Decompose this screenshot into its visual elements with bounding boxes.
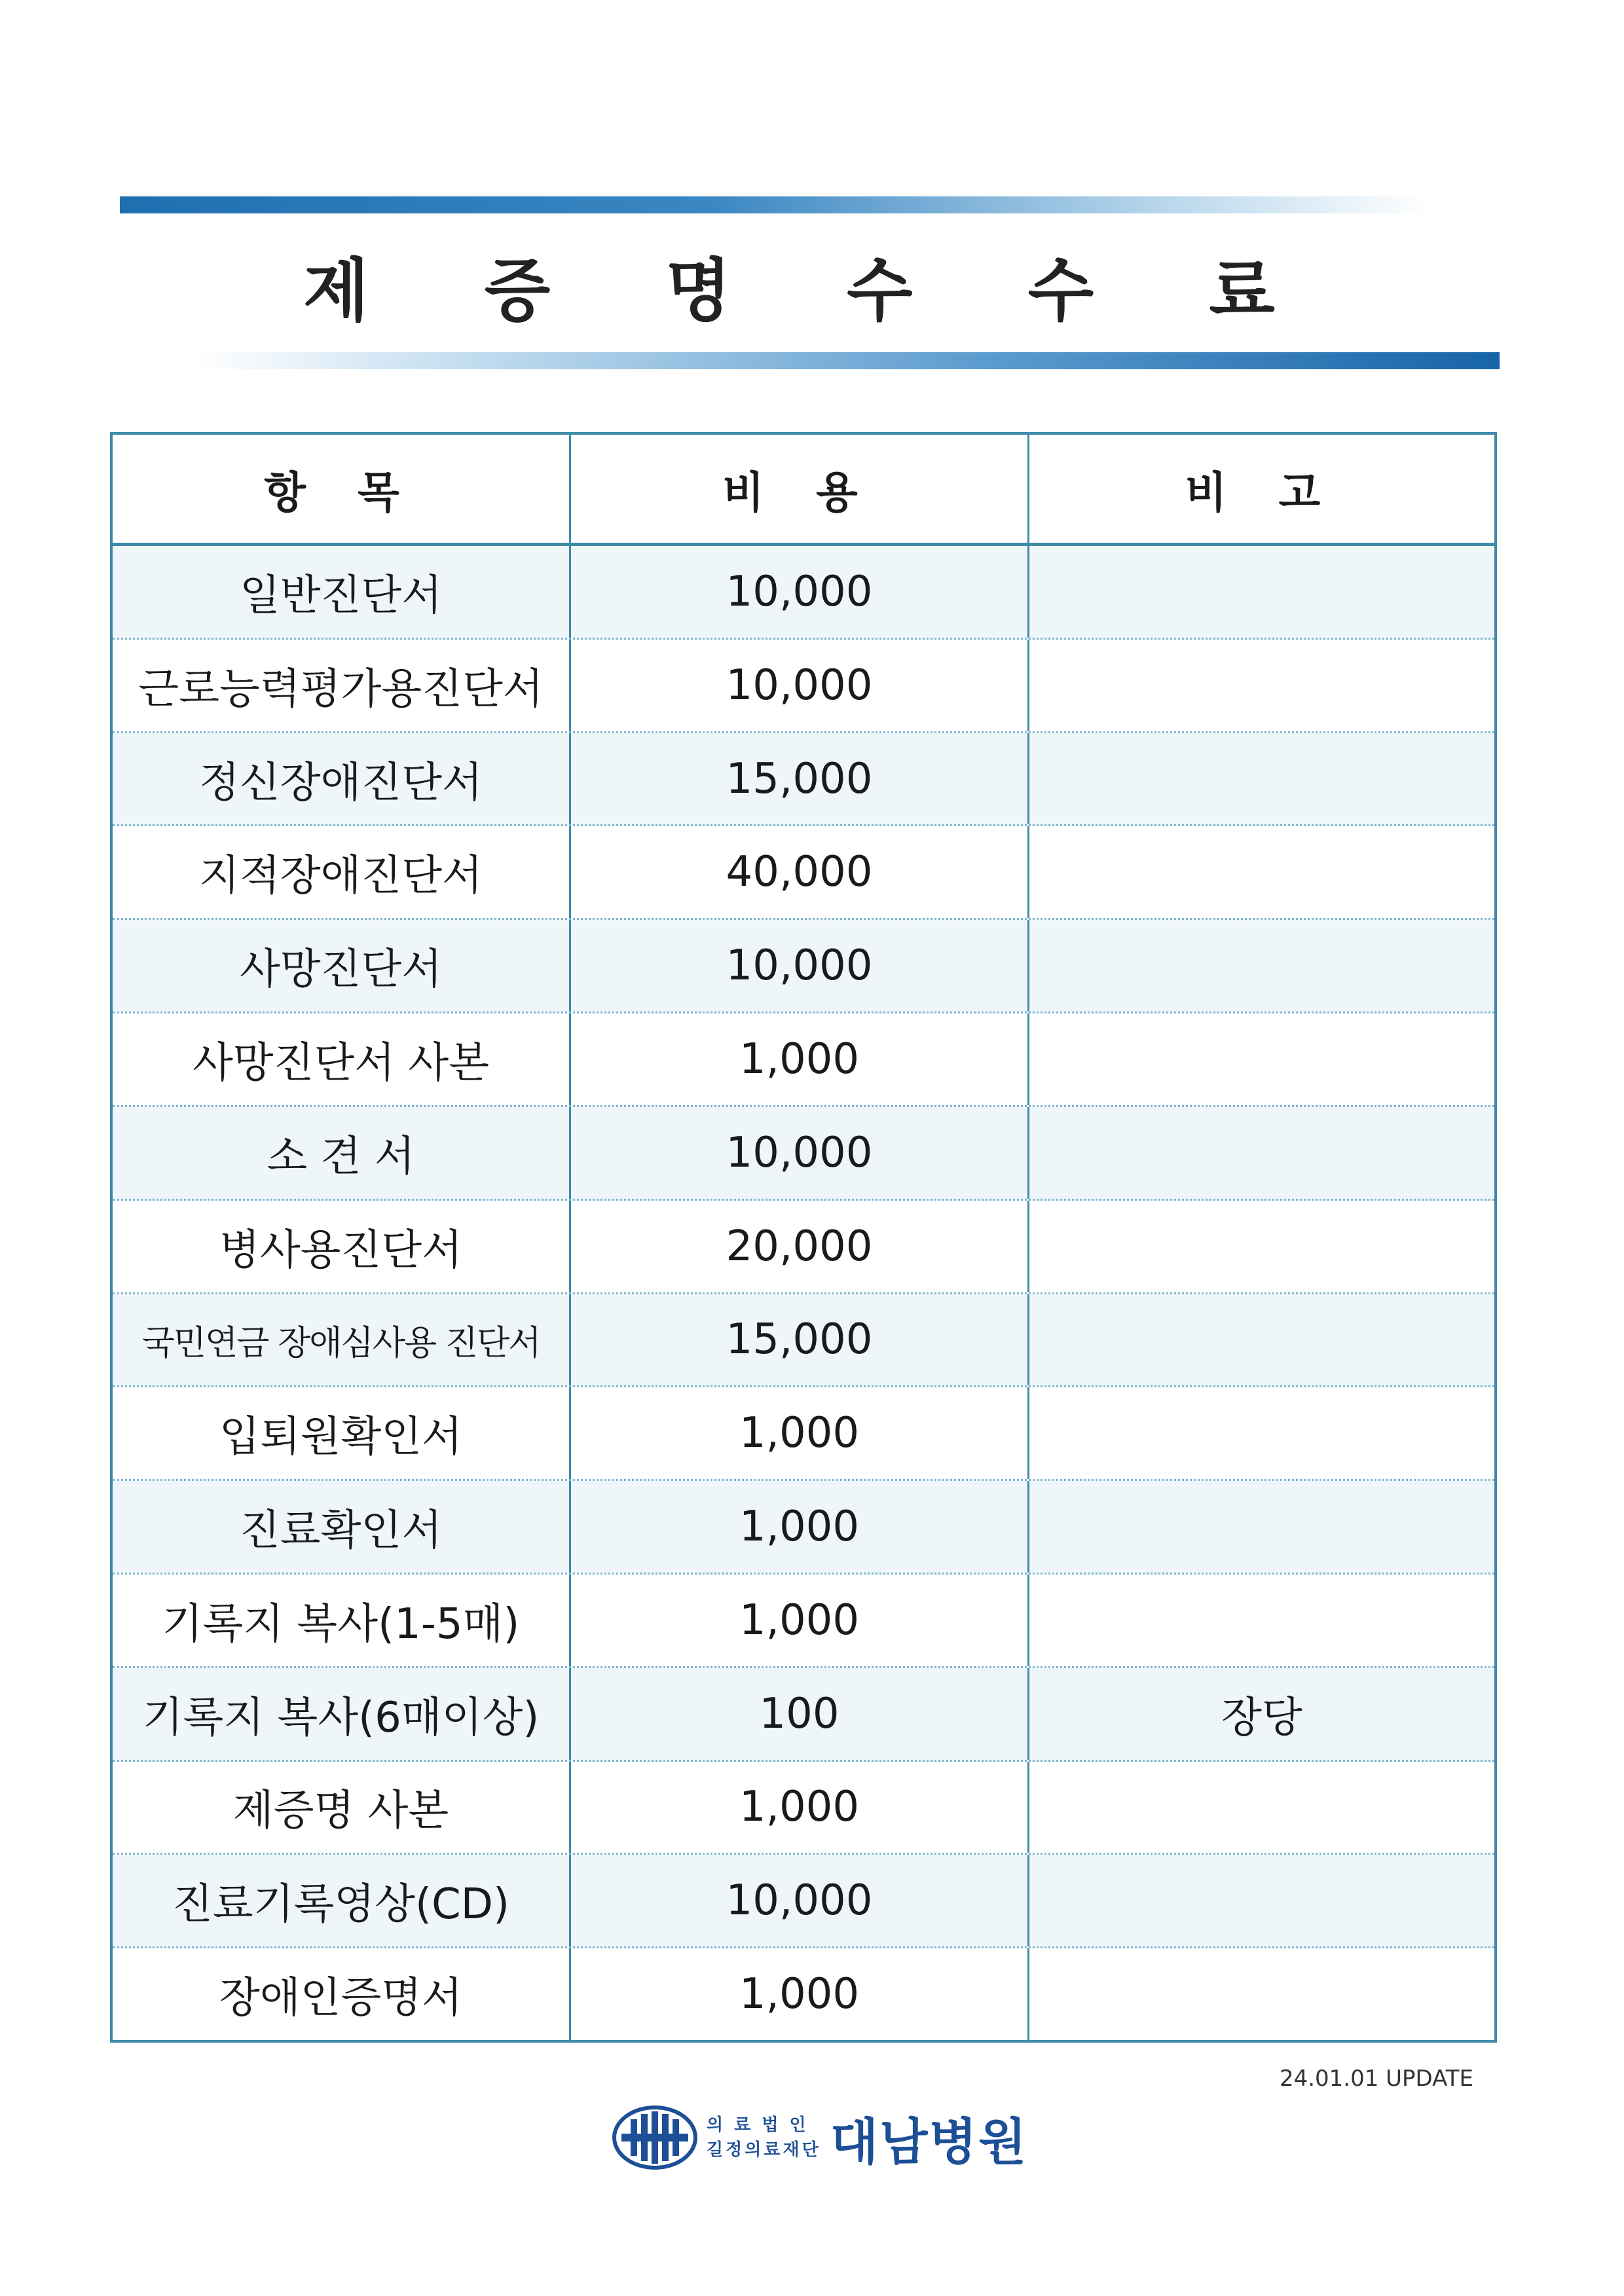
cost-cell: 1,000 xyxy=(571,1948,1029,2040)
note-cell xyxy=(1029,1575,1494,1666)
note-cell xyxy=(1029,1481,1494,1573)
cost-cell: 1,000 xyxy=(571,1575,1029,1666)
cost-cell: 40,000 xyxy=(571,826,1029,918)
item-cell: 근로능력평가용진단서 xyxy=(113,640,571,731)
note-cell xyxy=(1029,733,1494,825)
logo-subtitle-top: 의 료 법 인 xyxy=(707,2115,809,2135)
item-cell: 정신장애진단서 xyxy=(113,733,571,825)
header-note: 비 고 xyxy=(1185,467,1339,518)
note-cell xyxy=(1029,1762,1494,1853)
table-row xyxy=(113,826,1494,920)
note-cell xyxy=(1029,1107,1494,1199)
item-cell: 병사용진단서 xyxy=(113,1201,571,1292)
table-row xyxy=(113,1387,1494,1481)
header-cost: 비 용 xyxy=(571,435,1029,543)
note-cell xyxy=(1029,1201,1494,1292)
note-cell xyxy=(1029,1948,1494,2040)
note-cell xyxy=(1029,1294,1494,1386)
note-cell xyxy=(1029,1387,1494,1479)
table-row xyxy=(113,1201,1494,1294)
header-item: 항 목 xyxy=(113,435,571,543)
table-header-row xyxy=(113,435,1494,546)
table-row xyxy=(113,1948,1494,2040)
note-cell: 장당 xyxy=(1221,1693,1302,1742)
note-cell xyxy=(1029,546,1494,638)
item-cell: 사망진단서 xyxy=(113,920,571,1011)
item-cell: 일반진단서 xyxy=(113,546,571,638)
note-cell xyxy=(1029,920,1494,1011)
hospital-building-logo-icon xyxy=(612,2105,697,2170)
table-row xyxy=(113,1294,1494,1388)
item-cell: 제증명 사본 xyxy=(113,1762,571,1853)
cost-cell: 15,000 xyxy=(571,733,1029,825)
note-cell xyxy=(1029,1013,1494,1105)
item-cell: 사망진단서 사본 xyxy=(113,1013,571,1105)
item-cell: 소 견 서 xyxy=(113,1107,571,1199)
note-cell xyxy=(1029,1855,1494,1946)
fee-table xyxy=(110,432,1497,2043)
header-gradient-bar-top xyxy=(120,196,1430,213)
item-cell: 지적장애진단서 xyxy=(113,826,571,918)
cost-cell: 100 xyxy=(571,1668,1029,1760)
cost-cell: 10,000 xyxy=(571,640,1029,731)
item-cell: 기록지 복사(1-5매) xyxy=(113,1575,571,1666)
table-body xyxy=(113,546,1494,2040)
cost-cell: 1,000 xyxy=(571,1481,1029,1573)
cost-cell: 1,000 xyxy=(571,1762,1029,1853)
item-cell: 기록지 복사(6매이상) xyxy=(113,1668,571,1760)
item-cell: 장애인증명서 xyxy=(113,1948,571,2040)
item-cell: 진료확인서 xyxy=(113,1481,571,1573)
note-cell xyxy=(1029,640,1494,731)
hospital-logo xyxy=(612,2102,1027,2174)
cost-cell: 10,000 xyxy=(571,1107,1029,1199)
table-row xyxy=(113,1013,1494,1107)
table-row xyxy=(113,640,1494,733)
update-date: 24.01.01 UPDATE xyxy=(1279,2066,1473,2092)
cost-cell: 15,000 xyxy=(571,1294,1029,1386)
table-row xyxy=(113,1481,1494,1575)
table-row xyxy=(113,1575,1494,1668)
hospital-name: 대남병원 xyxy=(830,2112,1028,2171)
cost-cell: 10,000 xyxy=(571,1855,1029,1946)
table-row xyxy=(113,1762,1494,1855)
page-title: 제 증 명 수 수 료 xyxy=(303,251,1321,331)
cost-cell: 1,000 xyxy=(571,1387,1029,1479)
cost-cell: 10,000 xyxy=(571,920,1029,1011)
table-row xyxy=(113,920,1494,1013)
table-row xyxy=(113,546,1494,640)
item-cell: 국민연금 장애심사용 진단서 xyxy=(113,1294,571,1386)
item-cell: 입퇴원확인서 xyxy=(113,1387,571,1479)
note-cell xyxy=(1029,826,1494,918)
table-row xyxy=(113,1668,1494,1762)
cost-cell: 1,000 xyxy=(571,1013,1029,1105)
cost-cell: 10,000 xyxy=(571,546,1029,638)
table-row xyxy=(113,1855,1494,1948)
logo-subtitle-bottom: 길정의료재단 xyxy=(707,2140,821,2160)
table-row xyxy=(113,733,1494,827)
header-gradient-bar-bottom xyxy=(196,352,1500,369)
item-cell: 진료기록영상(CD) xyxy=(113,1855,571,1946)
table-row xyxy=(113,1107,1494,1201)
logo-subtitle xyxy=(707,2113,821,2162)
cost-cell: 20,000 xyxy=(571,1201,1029,1292)
